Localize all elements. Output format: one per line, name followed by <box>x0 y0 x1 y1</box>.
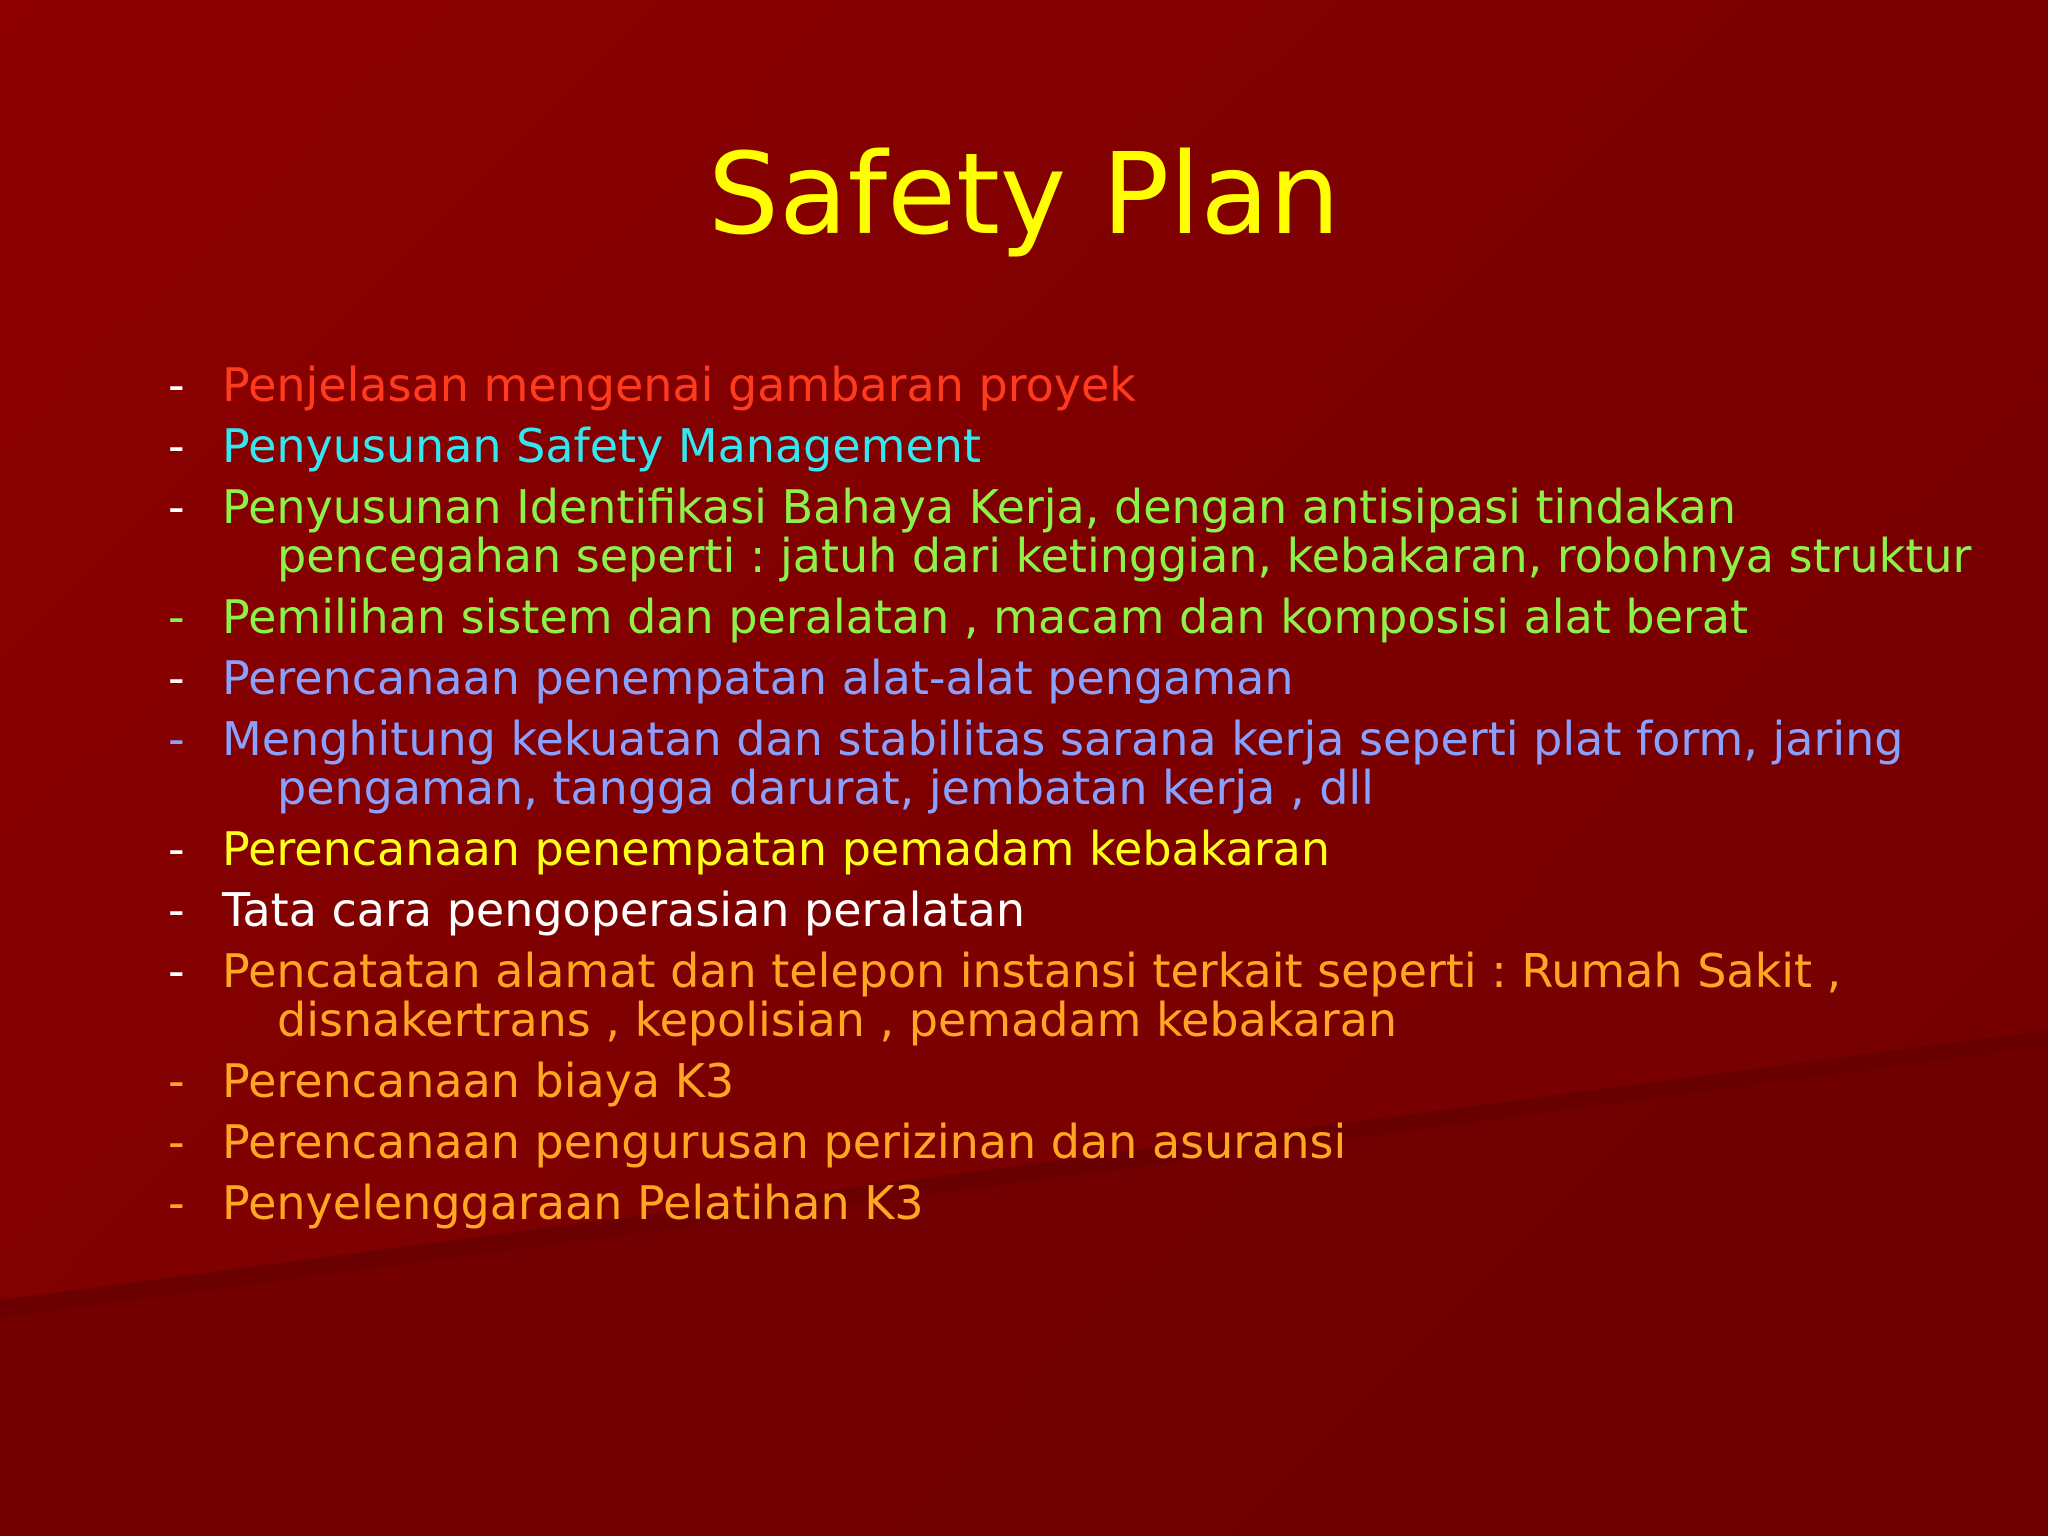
bullet-item <box>168 944 2008 1047</box>
bullet-dash: - <box>168 1176 185 1230</box>
bullet-text: Penjelasan mengenai gambaran proyek <box>222 358 1136 412</box>
bullet-list <box>168 358 2008 1240</box>
bullet-text: Perencanaan pengurusan perizinan dan asuransi <box>222 1115 1347 1169</box>
bullet-text: Penyusunan Safety Management <box>222 419 981 473</box>
bullet-item <box>168 358 2008 412</box>
bullet-text: Penyusunan Identifikasi Bahaya Kerja, dengan antisipasi tindakan pencegahan seperti : jatuh dari ketinggian, kebakaran, robohnya struktur <box>222 480 1972 583</box>
bullet-item <box>168 480 2008 583</box>
bullet-dash: - <box>168 651 185 705</box>
bullet-item <box>168 419 2008 473</box>
bullet-text: Menghitung kekuatan dan stabilitas sarana kerja seperti plat form, jaring pengaman, tangga darurat, jembatan kerja , dll <box>222 712 1904 815</box>
bullet-text: Perencanaan penempatan pemadam kebakaran <box>222 822 1330 876</box>
bullet-text: Tata cara pengoperasian peralatan <box>222 883 1025 937</box>
bullet-dash: - <box>168 883 185 937</box>
bullet-dash: - <box>168 590 185 644</box>
bullet-item <box>168 651 2008 705</box>
bullet-item <box>168 590 2008 644</box>
bullet-dash: - <box>168 944 185 998</box>
bullet-text: Pemilihan sistem dan peralatan , macam dan komposisi alat berat <box>222 590 1749 644</box>
bullet-item <box>168 1115 2008 1169</box>
bullet-dash: - <box>168 419 185 473</box>
bullet-item <box>168 822 2008 876</box>
bullet-dash: - <box>168 358 185 412</box>
bullet-text: Pencatatan alamat dan telepon instansi terkait seperti : Rumah Sakit , disnakertrans , kepolisian , pemadam kebakaran <box>222 944 1842 1047</box>
bullet-item <box>168 1054 2008 1108</box>
bullet-dash: - <box>168 1115 185 1169</box>
slide-title: Safety Plan <box>707 130 1341 260</box>
bullet-item <box>168 883 2008 937</box>
bullet-dash: - <box>168 822 185 876</box>
bullet-dash: - <box>168 1054 185 1108</box>
bullet-item <box>168 1176 2008 1230</box>
bullet-dash: - <box>168 712 185 766</box>
bullet-text: Penyelenggaraan Pelatihan K3 <box>222 1176 924 1230</box>
bullet-text: Perencanaan penempatan alat-alat pengaman <box>222 651 1294 705</box>
bullet-dash: - <box>168 480 185 534</box>
bullet-text: Perencanaan biaya K3 <box>222 1054 735 1108</box>
bullet-item <box>168 712 2008 815</box>
